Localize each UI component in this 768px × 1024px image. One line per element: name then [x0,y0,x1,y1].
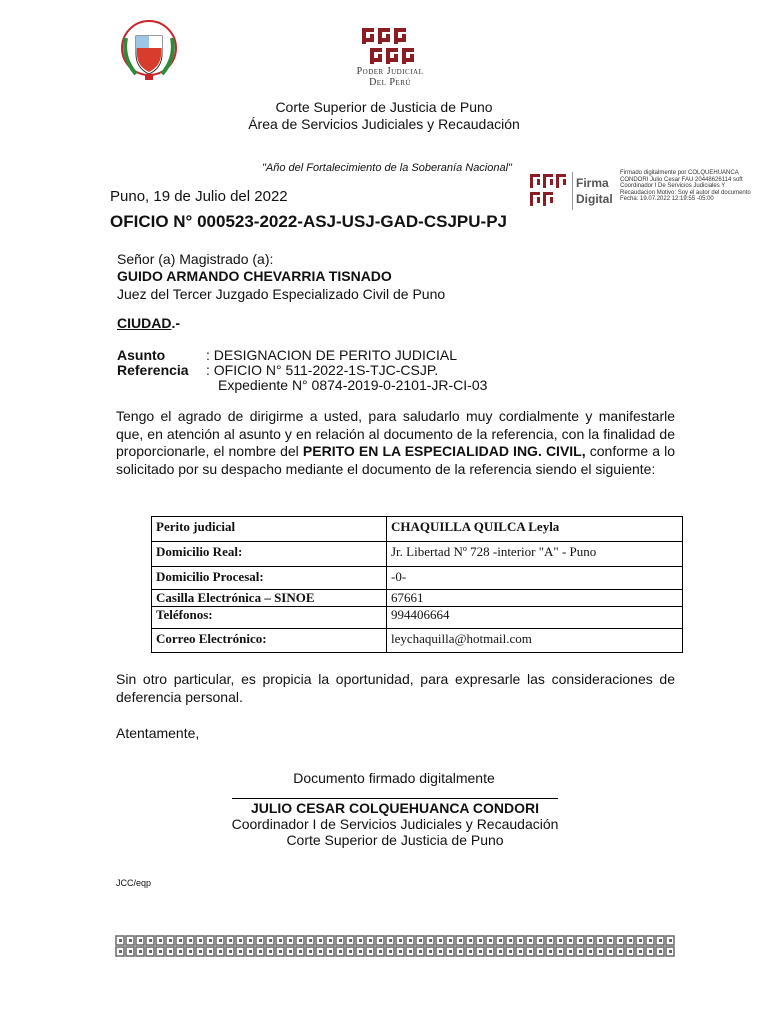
asunto-label: Asunto [117,347,166,363]
table-value: 67661 [387,590,683,607]
table-value: CHAQUILLA QUILCA Leyla [387,517,683,542]
peru-coat-of-arms-logo [118,18,180,86]
digital-signature-stamp [530,170,760,214]
table-key: Correo Electrónico: [152,629,387,653]
table-key: Domicilio Procesal: [152,567,387,590]
logo-line-1: Poder Judicial [356,66,424,77]
addressee-role: Juez del Tercer Juzgado Especializado Civil de Puno [117,286,446,302]
place-date: Puno, 19 de Julio del 2022 [110,188,288,205]
city: CIUDAD [117,315,172,331]
table-key: Casilla Electrónica – SINOE [152,590,387,607]
farewell: Atentamente, [116,725,200,741]
table-key: Domicilio Real: [152,542,387,567]
stamp-divider [572,172,573,210]
referencia-value-2: Expediente N° 0874-2019-0-2101-JR-CI-03 [218,377,488,393]
signature-line [232,798,558,799]
pj-mark-icon [530,174,570,208]
body-text-2: conforme a lo solicitado por su despacho mediante el documento de la referencia siendo el siguiente: [116,443,676,477]
signer-court: Corte Superior de Justicia de Puno [286,832,504,848]
body-text-1: Tengo el agrado de dirigirme a usted, para saludarlo muy cordialmente y manifestarle que, en atención al asunto y en relación al documento de la referencia, con la finalidad de proporcionarle, el nombre del [116,408,675,459]
footer-pattern-band [115,935,675,957]
city-line [117,315,180,331]
motto: "Año del Fortalecimiento de la Soberanía Nacional" [262,162,512,174]
table-row [152,629,683,653]
court-title: Corte Superior de Justicia de Puno [275,99,493,115]
table-row [152,590,683,607]
table-row [152,567,683,590]
table-row [152,517,683,542]
logo-line-2: Del Perú [369,77,411,88]
signer-role: Coordinador I de Servicios Judiciales y Recaudación [231,816,559,832]
table-row [152,542,683,567]
table-key: Teléfonos: [152,607,387,629]
salutation: Señor (a) Magistrado (a): [117,251,274,267]
referencia-value-1: : OFICIO N° 511-2022-1S-TJC-CSJP. [206,362,439,378]
table-row [152,607,683,629]
city-suffix: .- [171,315,181,331]
signer-name: JULIO CESAR COLQUEHUANCA CONDORI [250,800,540,816]
signature-note: Documento firmado digitalmente [293,770,495,786]
closing-paragraph: Sin otro particular, es propicia la oportunidad, para expresarle las consideraciones de deferencia personal. [116,671,675,705]
table-value: leychaquilla@hotmail.com [387,629,683,653]
stamp-label-firma: Firma [576,176,609,190]
stamp-text: Firmado digitalmente por COLQUEHUANCA CONDORI Julio Cesar FAU 20448626114 soft Coordinador I De Servicios Judiciales Y Recaudacion Motivo: Soy el autor del documento Fecha: 19.07.2022 12:19:55 -05:00 [620,170,751,202]
stamp-label-digital: Digital [576,192,613,206]
area-title: Área de Servicios Judiciales y Recaudación [248,116,520,132]
initials: JCC/eqp [116,878,152,888]
perito-table [151,516,683,653]
addressee-name: GUIDO ARMANDO CHEVARRIA TISNADO [117,268,392,284]
poder-judicial-logo [346,26,434,88]
referencia-label: Referencia [117,362,189,378]
body-text-bold: PERITO EN LA ESPECIALIDAD ING. CIVIL, [302,443,586,459]
table-value: -0- [387,567,683,590]
oficio-number: OFICIO N° 000523-2022-ASJ-USJ-GAD-CSJPU-PJ [110,212,507,231]
body-paragraph [116,408,675,478]
table-value: Jr. Libertad Nº 728 -interior "A" - Puno [387,542,683,567]
table-value: 994406664 [387,607,683,629]
table-key: Perito judicial [152,517,387,542]
asunto-value: : DESIGNACION DE PERITO JUDICIAL [206,347,458,363]
